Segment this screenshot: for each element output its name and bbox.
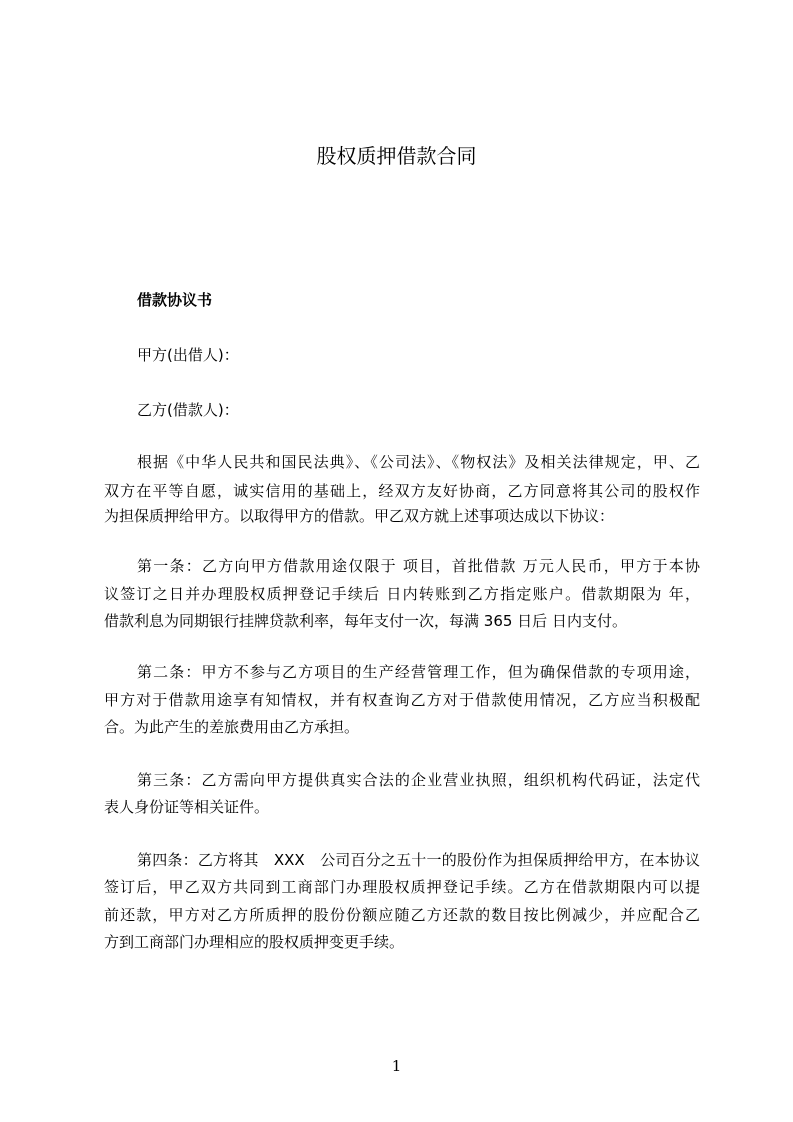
paragraph-line: 合。为此产生的差旅费用由乙方承担。 [104, 718, 360, 736]
paragraph-line: 第三条：乙方需向甲方提供真实合法的企业营业执照，组织机构代码证，法定代 [137, 771, 700, 789]
paragraph-line: 签订后，甲乙双方共同到工商部门办理股权质押登记手续。乙方在借款期限内可以提 [104, 878, 700, 896]
document-title: 股权质押借款合同 [316, 144, 477, 168]
paragraph-line: 第四条：乙方将其 XXX 公司百分之五十一的股份作为担保质押给甲方，在本协议 [137, 851, 700, 869]
page-number: 1 [391, 1057, 402, 1075]
paragraph-line: 根据《中华人民共和国民法典》、《公司法》、《物权法》及相关法律规定，甲、乙 [137, 453, 700, 471]
paragraph-line: 方到工商部门办理相应的股权质押变更手续。 [104, 933, 405, 951]
paragraph-line: 第一条：乙方向甲方借款用途仅限于 项目，首批借款 万元人民币，甲方于本协 [137, 557, 700, 575]
paragraph-line: 前还款，甲方对乙方所质押的股份份额应随乙方还款的数目按比例减少，并应配合乙 [104, 906, 700, 924]
section-heading: 借款协议书 [137, 291, 213, 309]
paragraph-line: 议签订之日并办理股权质押登记手续后 日内转账到乙方指定账户。借款期限为 年， [104, 585, 700, 603]
paragraph-line: 借款利息为同期银行挂牌贷款利率，每年支付一次，每满 365 日后 日内支付。 [104, 612, 627, 630]
paragraph-line: 甲方对于借款用途享有知情权，并有权查询乙方对于借款使用情况，乙方应当积极配 [104, 691, 700, 709]
paragraph-line: 表人身份证等相关证件。 [104, 798, 270, 816]
paragraph-line: 为担保质押给甲方。以取得甲方的借款。甲乙双方就上述事项达成以下协议： [104, 507, 615, 525]
paragraph-line: 双方在平等自愿，诚实信用的基础上，经双方友好协商，乙方同意将其公司的股权作 [104, 482, 700, 500]
party-a-label: 甲方(出借人)： [137, 346, 239, 364]
paragraph-line: 第二条：甲方不参与乙方项目的生产经营管理工作，但为确保借款的专项用途， [137, 663, 700, 681]
party-b-label: 乙方(借款人)： [137, 401, 239, 419]
